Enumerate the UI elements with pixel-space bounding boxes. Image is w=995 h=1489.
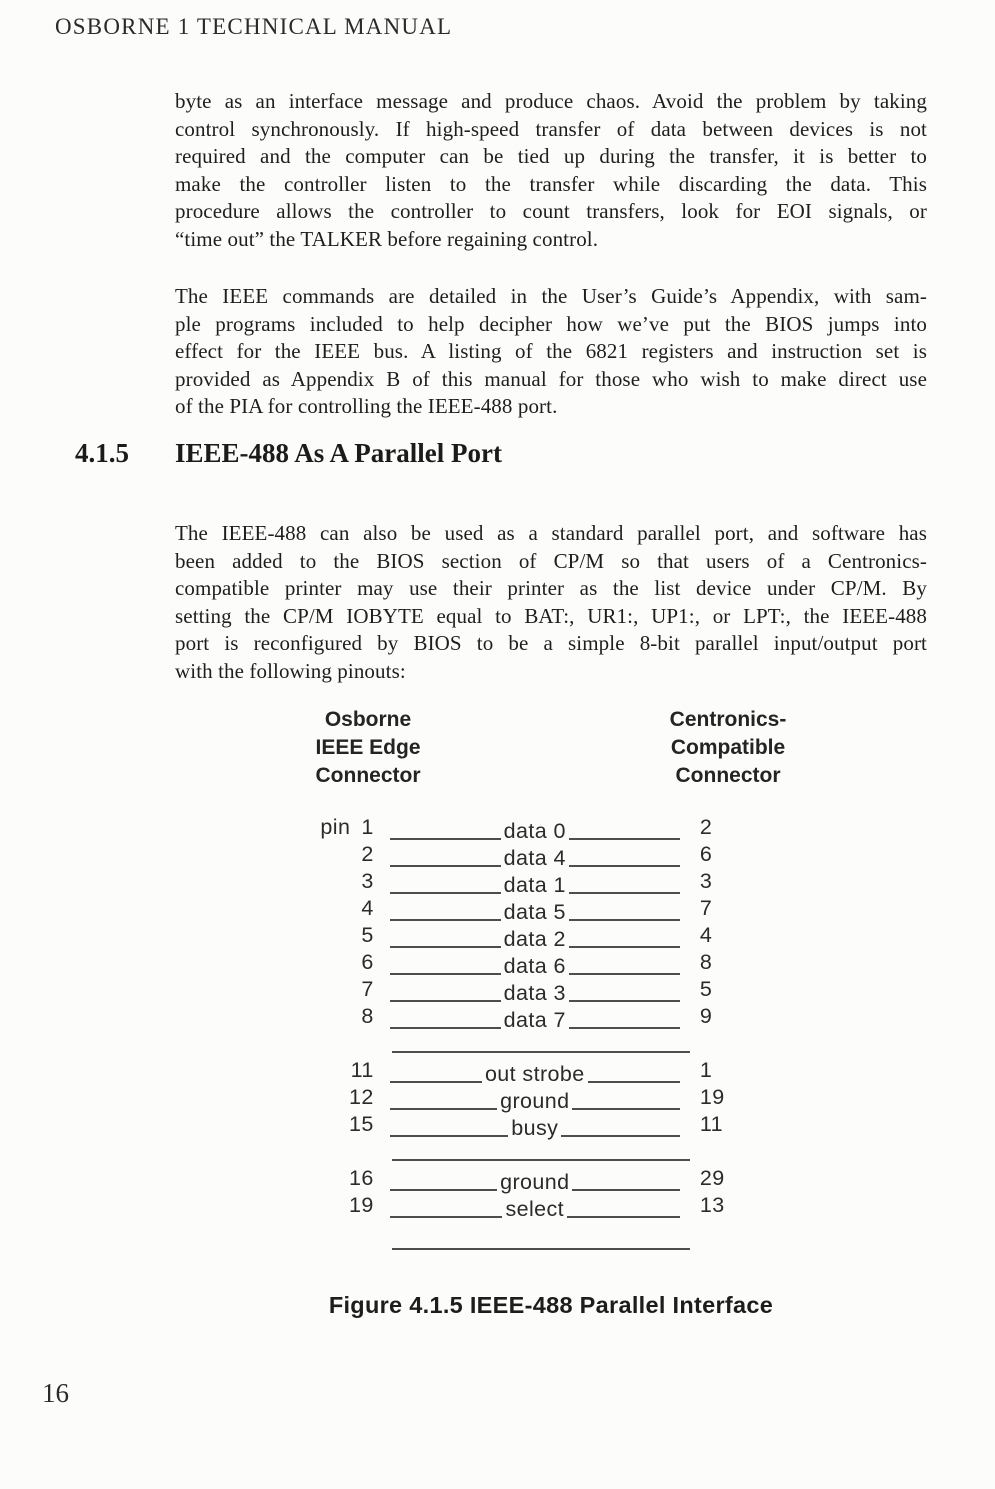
osborne-pin-number [288,896,374,924]
centronics-pin-number: 2 [699,815,713,839]
underscore-line-left [390,892,501,894]
pinout-row [288,1059,768,1086]
body-paragraph-3 [175,520,927,685]
underscore-line-right [569,892,680,894]
centronics-pin-number: 8 [699,950,713,974]
osborne-pin-number [288,1166,374,1194]
signal-label: select [505,1196,565,1221]
text-line: IEEE Edge [315,736,421,759]
osborne-pin-number [288,1058,374,1086]
text-line: port is reconfigured by BIOS to be a simple 8-bit parallel input/output port [175,631,927,655]
signal-label: data 6 [503,953,566,978]
text-line: ple programs included to help decipher how we’ve put the BIOS jumps into [175,311,927,336]
pinout-row [288,924,768,951]
osborne-pin-number [288,977,374,1005]
group-separator [288,1032,768,1059]
text-line: Centronics- [669,708,787,731]
text-line: effect for the IEEE bus. A listing of the 6821 registers and instruction set is [175,339,927,363]
signal-label: busy [511,1115,559,1140]
pin-number-value: 8 [361,1004,374,1028]
underscore-line-right [569,946,680,948]
centronics-pin-number: 9 [699,1004,713,1028]
pinout-column-headers [288,706,808,796]
centronics-pin-number: 11 [699,1112,723,1136]
text-line: provided as Appendix B of this manual for those who wish to make direct use [175,366,927,391]
signal-line [390,818,680,844]
text-line: been added to the BIOS section of CP/M so that users of a Centronics- [175,548,927,573]
underscore-line-left [390,946,501,948]
signal-line [390,899,680,925]
pinout-row [288,978,768,1005]
underscore-line-right [569,1000,680,1002]
centronics-pin-number: 29 [699,1166,725,1190]
pinout-row [288,870,768,897]
underscore-line-left [390,1000,501,1002]
text-line: The IEEE-488 can also be used as a standard parallel port, and software has [175,521,927,545]
pin-number-value: 15 [348,1112,374,1136]
signal-label: data 0 [503,818,566,843]
osborne-pin-number [288,1085,374,1113]
underscore-line-left [390,1216,503,1218]
underscore-line-right [561,1135,680,1137]
signal-label: data 2 [503,926,566,951]
text-line: The IEEE commands are detailed in the User’s Guide’s Appendix, with sam- [175,284,927,308]
pin-number-value: 11 [350,1058,374,1082]
osborne-pin-number [288,1112,374,1140]
text-line: byte as an interface message and produce chaos. Avoid the problem by taking [175,89,927,113]
underscore-line-left [390,1081,482,1083]
separator-line [392,1051,690,1053]
pinout-row [288,951,768,978]
signal-line [390,926,680,952]
signal-label: data 5 [503,899,566,924]
signal-label: ground [500,1169,570,1194]
pinout-row [288,843,768,870]
underscore-line-left [390,973,501,975]
running-header: OSBORNE 1 TECHNICAL MANUAL [55,14,453,39]
text-line: make the controller listen to the transfer while discarding the data. This [175,171,927,196]
signal-line [390,1088,680,1114]
underscore-line-right [569,919,680,921]
underscore-line-left [390,865,501,867]
text-line: setting the CP/M IOBYTE equal to BAT:, UR1:, UP1:, or LPT:, the IEEE-488 [175,603,927,628]
underscore-line-right [588,1081,680,1083]
signal-label: out strobe [484,1061,585,1086]
centronics-pin-number: 6 [699,842,713,866]
pin-number-value: 16 [348,1166,374,1190]
pin-prefix-label: pin [320,815,351,839]
pinout-row [288,816,768,843]
osborne-pin-number [288,842,374,870]
pinout-table [288,816,768,1256]
signal-label: data 4 [503,845,566,870]
underscore-line-right [569,1027,680,1029]
figure-caption: Figure 4.1.5 IEEE-488 Parallel Interface [328,1292,774,1318]
text-line: “time out” the TALKER before regaining control. [175,226,599,251]
centronics-pin-number: 13 [699,1193,725,1217]
section-heading [0,438,995,469]
signal-line [390,980,680,1006]
group-separator [288,1221,768,1256]
pinout-right-header [643,706,813,790]
centronics-pin-number: 1 [699,1058,713,1082]
signal-label: data 1 [503,872,566,897]
pinout-row [288,1005,768,1032]
pin-number-value: 12 [348,1085,374,1109]
osborne-pin-number [288,923,374,951]
signal-line [390,845,680,871]
pinout-row [288,1167,768,1194]
signal-label: data 7 [503,1007,566,1032]
section-number: 4.1.5 [75,438,129,468]
underscore-line-right [567,1216,680,1218]
signal-line [390,1196,680,1222]
text-line: procedure allows the controller to count transfers, look for EOI signals, or [175,199,927,223]
pin-number-value: 4 [361,896,374,920]
underscore-line-left [390,919,501,921]
text-line: compatible printer may use their printer as the list device under CP/M. By [175,576,927,600]
text-line: required and the computer can be tied up during the transfer, it is better to [175,144,927,168]
underscore-line-right [572,1189,679,1191]
pin-number-value: 3 [361,869,374,893]
signal-line [390,953,680,979]
osborne-pin-number [288,1193,374,1221]
text-line: control synchronously. If high-speed transfer of data between devices is not [175,116,927,141]
signal-line [390,872,680,898]
osborne-pin-number [288,869,374,897]
signal-line [390,1169,680,1195]
signal-label: ground [500,1088,570,1113]
pinout-row [288,1113,768,1140]
pin-number-value: 5 [361,923,374,947]
group-separator [288,1140,768,1167]
underscore-line-right [569,973,680,975]
osborne-pin-number [288,950,374,978]
centronics-pin-number: 3 [699,869,713,893]
centronics-pin-number: 4 [699,923,713,947]
signal-line [390,1115,680,1141]
separator-line [392,1248,690,1250]
intro-paragraphs [175,88,927,421]
osborne-pin-number [288,1004,374,1032]
text-line: Connector [675,764,781,787]
page-number: 16 [42,1378,69,1408]
centronics-pin-number: 5 [699,977,713,1001]
section-title: IEEE-488 As A Parallel Port [175,438,502,468]
underscore-line-left [390,1108,497,1110]
body-paragraph-1 [175,88,927,253]
centronics-pin-number: 19 [699,1085,725,1109]
underscore-line-right [569,838,680,840]
pinout-left-header [288,706,448,790]
signal-line [390,1007,680,1033]
signal-label: data 3 [503,980,566,1005]
pinout-row [288,897,768,924]
underscore-line-left [390,1189,497,1191]
signal-line [390,1061,680,1087]
text-line: with the following pinouts: [175,658,406,683]
pinout-row [288,1086,768,1113]
underscore-line-left [390,1027,501,1029]
pin-number-value: 19 [348,1193,374,1217]
centronics-pin-number: 7 [699,896,713,920]
pin-number-value: 1 [361,815,374,839]
underscore-line-right [572,1108,679,1110]
text-line: of the PIA for controlling the IEEE-488 port. [175,394,558,418]
text-line: Osborne [324,708,412,731]
pin-number-value: 7 [361,977,374,1001]
body-paragraph-2 [175,283,927,421]
underscore-line-right [569,865,680,867]
separator-line [392,1159,690,1161]
pinout-row [288,1194,768,1221]
underscore-line-left [390,1135,509,1137]
pin-number-value: 2 [361,842,374,866]
pin-number-value: 6 [361,950,374,974]
text-line: Connector [315,764,421,787]
underscore-line-left [390,838,501,840]
osborne-pin-number [288,815,374,843]
text-line: Compatible [670,736,786,759]
